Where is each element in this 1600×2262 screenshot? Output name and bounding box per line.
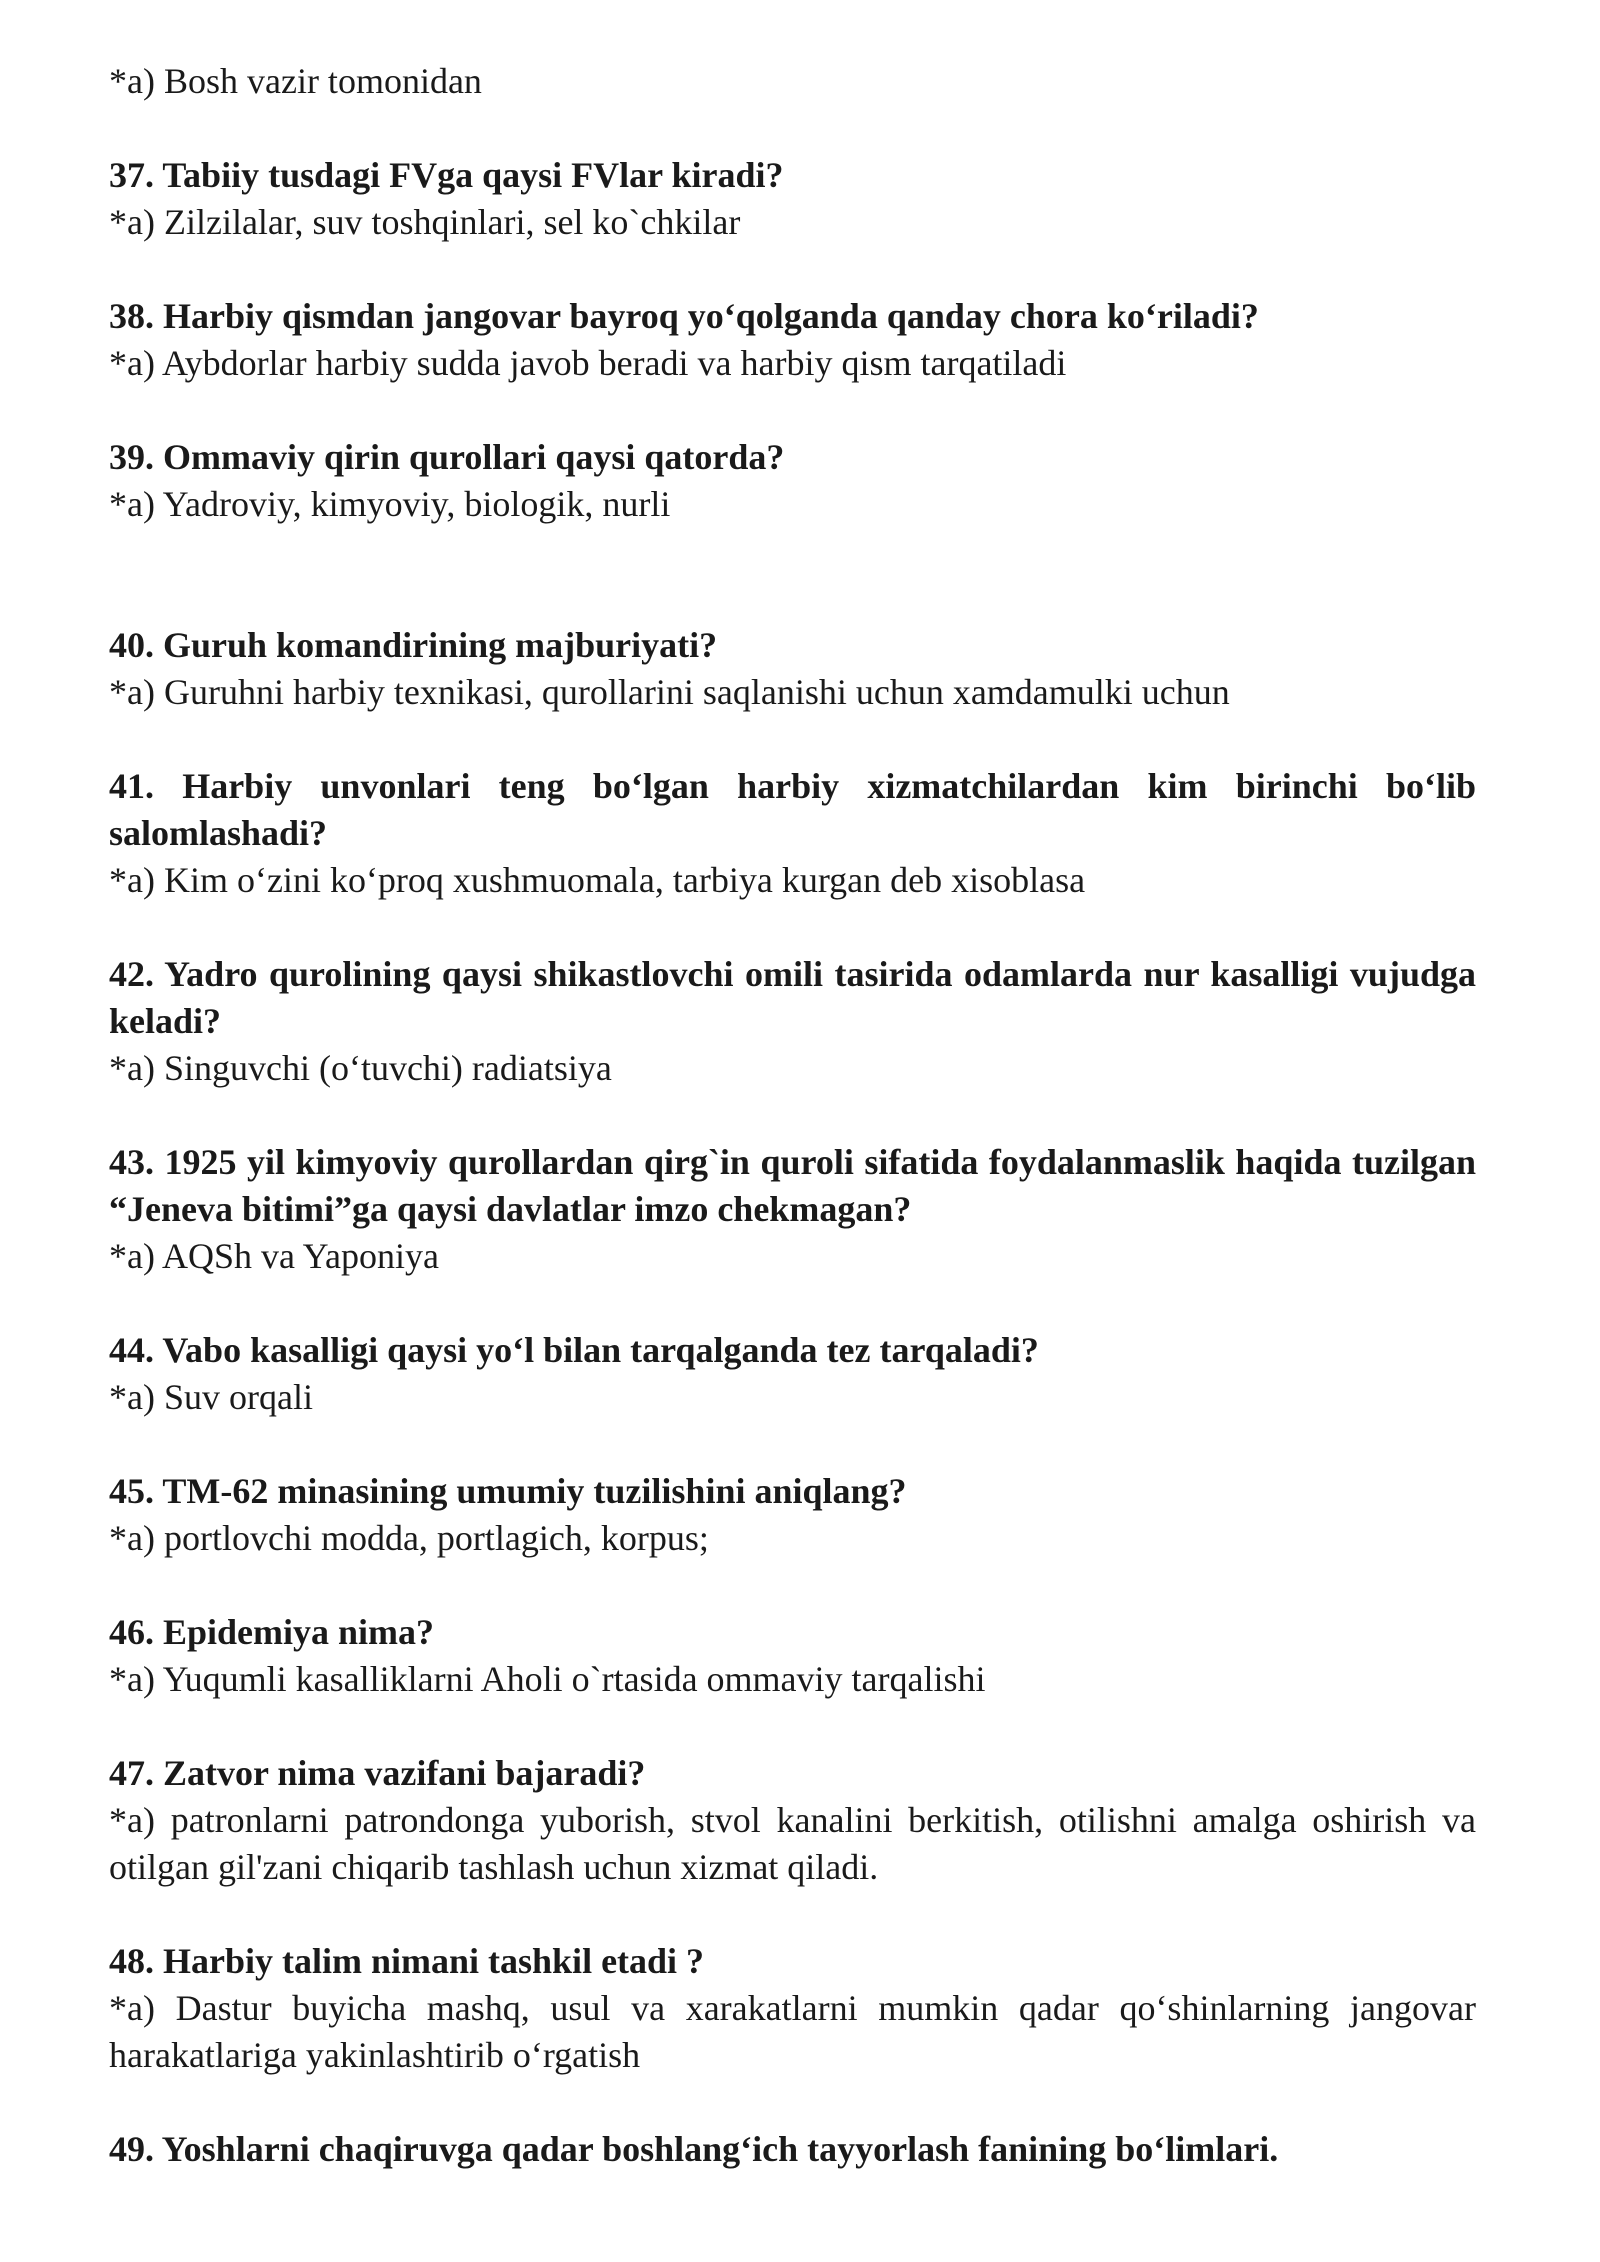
answer-42: *a) Singuvchi (o‘tuvchi) radiatsiya [109, 1048, 612, 1088]
question-38: 38. Harbiy qismdan jangovar bayroq yo‘qolganda qanday chora ko‘riladi? [109, 296, 1259, 336]
answer-44: *a) Suv orqali [109, 1377, 313, 1417]
question-42: 42. Yadro qurolining qaysi shikastlovchi omili tasirida odamlarda nur kasalligi vujudga keladi? [109, 954, 1476, 1041]
question-block-38 [109, 293, 1476, 387]
question-48: 48. Harbiy talim nimani tashkil etadi ? [109, 1941, 705, 1981]
question-block-41 [109, 763, 1476, 904]
question-block-45 [109, 1468, 1476, 1562]
question-block-46 [109, 1609, 1476, 1703]
answer-38: *a) Aybdorlar harbiy sudda javob beradi va harbiy qism tarqatiladi [109, 343, 1067, 383]
question-41: 41. Harbiy unvonlari teng bo‘lgan harbiy xizmatchilardan kim birinchi bo‘lib salomlashadi? [109, 766, 1476, 853]
question-block-37 [109, 152, 1476, 246]
answer-37: *a) Zilzilalar, suv toshqinlari, sel ko`chkilar [109, 202, 741, 242]
answer-36: *a) Bosh vazir tomonidan [109, 61, 482, 101]
question-block-48 [109, 1938, 1476, 2079]
question-block-40 [109, 622, 1476, 716]
question-39: 39. Ommaviy qirin qurollari qaysi qatorda? [109, 437, 785, 477]
answer-48: *a) Dastur buyicha mashq, usul va xarakatlarni mumkin qadar qo‘shinlarning jangovar harakatlariga yakinlashtirib o‘rgatish [109, 1988, 1476, 2075]
answer-45: *a) portlovchi modda, portlagich, korpus; [109, 1518, 709, 1558]
answer-39: *a) Yadroviy, kimyoviy, biologik, nurli [109, 484, 671, 524]
answer-43: *a) AQSh va Yaponiya [109, 1236, 439, 1276]
answer-40: *a) Guruhni harbiy texnikasi, qurollarini saqlanishi uchun xamdamulki uchun [109, 672, 1230, 712]
document-page [109, 58, 1476, 2173]
question-37: 37. Tabiiy tusdagi FVga qaysi FVlar kiradi? [109, 155, 784, 195]
question-40: 40. Guruh komandirining majburiyati? [109, 625, 718, 665]
answer-41: *a) Kim o‘zini ko‘proq xushmuomala, tarbiya kurgan deb xisoblasa [109, 860, 1086, 900]
answer-46: *a) Yuqumli kasalliklarni Aholi o`rtasida ommaviy tarqalishi [109, 1659, 986, 1699]
question-45: 45. TM-62 minasining umumiy tuzilishini aniqlang? [109, 1471, 907, 1511]
question-44: 44. Vabo kasalligi qaysi yo‘l bilan tarqalganda tez tarqaladi? [109, 1330, 1039, 1370]
question-block-49 [109, 2126, 1476, 2173]
question-block-43 [109, 1139, 1476, 1280]
question-47: 47. Zatvor nima vazifani bajaradi? [109, 1753, 646, 1793]
question-43: 43. 1925 yil kimyoviy qurollardan qirg`in quroli sifatida foydalanmaslik haqida tuzilgan “Jeneva bitimi”ga qaysi davlatlar imzo chekmagan? [109, 1142, 1476, 1229]
question-block-44 [109, 1327, 1476, 1421]
question-block-47 [109, 1750, 1476, 1891]
question-46: 46. Epidemiya nima? [109, 1612, 435, 1652]
question-49: 49. Yoshlarni chaqiruvga qadar boshlang‘ich tayyorlash fanining bo‘limlari. [109, 2129, 1279, 2169]
answer-47: *a) patronlarni patrondonga yuborish, stvol kanalini berkitish, otilishni amalga oshirish va otilgan gil'zani chiqarib tashlash uchun xizmat qiladi. [109, 1800, 1476, 1887]
question-block-39 [109, 434, 1476, 528]
question-block-42 [109, 951, 1476, 1092]
